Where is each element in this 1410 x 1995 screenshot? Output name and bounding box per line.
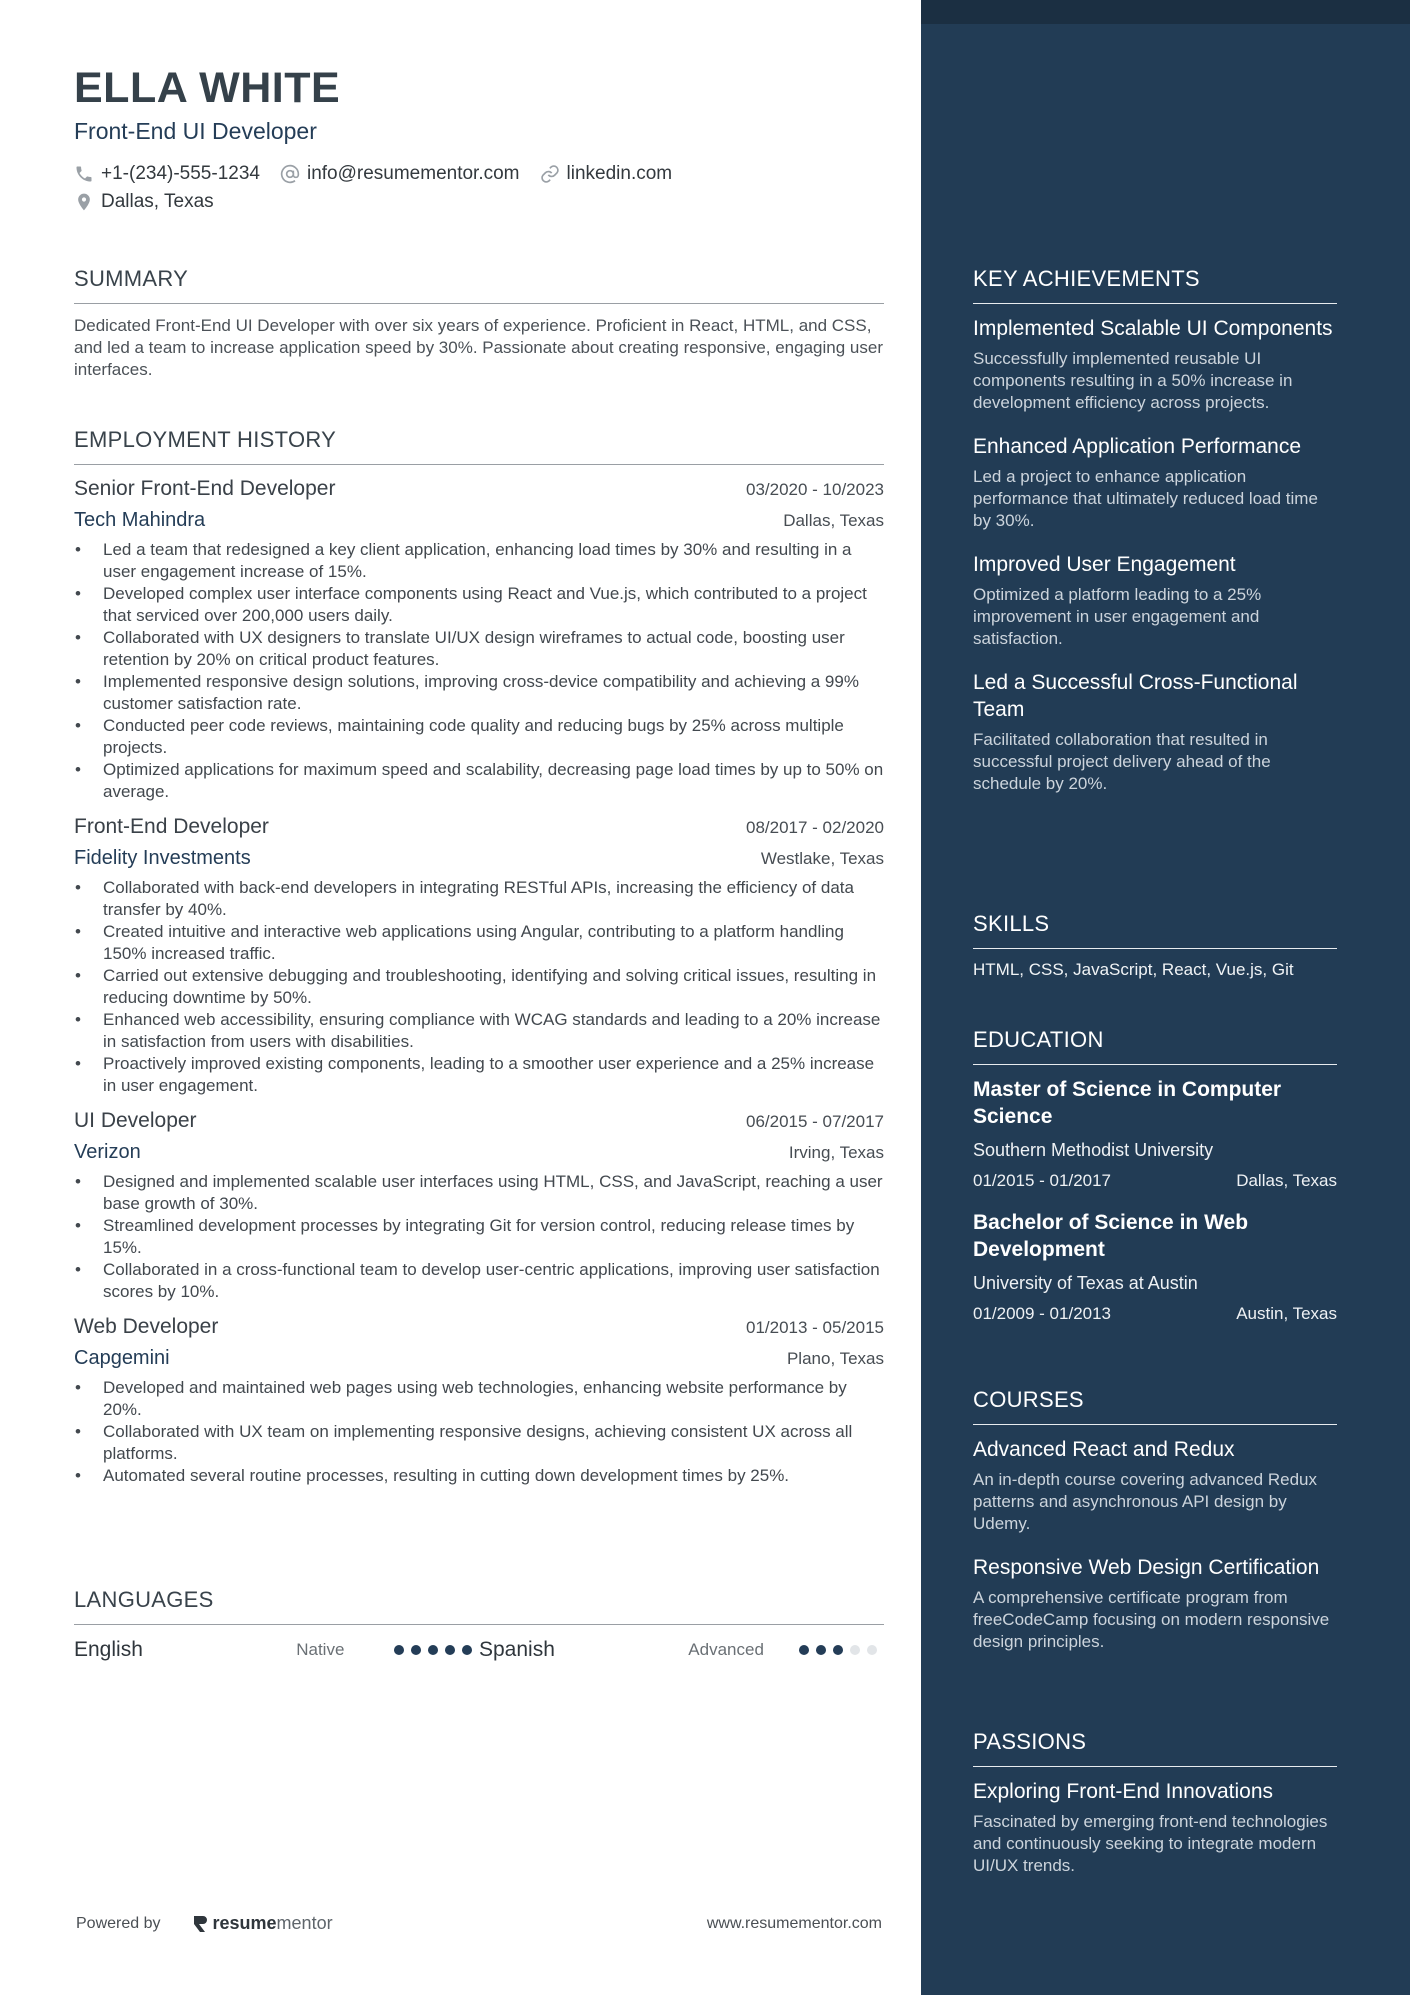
course-item [973, 1554, 1337, 1653]
education-school: Southern Methodist University [973, 1140, 1214, 1160]
job-bullet: • Optimized applications for maximum speed and scalability, decreasing page load times by up to 50% on average. [74, 759, 884, 803]
job-bullet: • Collaborated with back-end developers in integrating RESTful APIs, increasing the efficiency of data transfer by 40%. [74, 877, 884, 921]
brand-mark-icon [191, 1914, 209, 1934]
job-bullets [74, 1171, 884, 1303]
achievement-item [973, 315, 1337, 414]
rating-dot-filled [428, 1645, 438, 1655]
language-item [479, 1638, 884, 1662]
rating-dot-filled [394, 1645, 404, 1655]
language-level: Native [296, 1640, 345, 1659]
brand-logo[interactable] [191, 1913, 333, 1934]
courses-divider [973, 1424, 1337, 1425]
job-bullet: • Collaborated with UX designers to translate UI/UX design wireframes to actual code, boosting user retention by 20% on critical product features. [74, 627, 884, 671]
education-degree: Bachelor of Science in Web Development [973, 1211, 1249, 1261]
job-bullet: • Proactively improved existing components, leading to a smoother user experience and a 25% increase in user engagement. [74, 1053, 884, 1097]
contact-linkedin[interactable] [540, 163, 673, 185]
language-item [74, 1638, 479, 1662]
education-item [973, 1209, 1337, 1324]
employment-section [74, 427, 884, 1487]
course-desc: A comprehensive certificate program from freeCodeCamp focusing on modern responsive design principles. [973, 1588, 1330, 1651]
job-bullet: • Developed and maintained web pages using web technologies, enhancing website performance by 20%. [74, 1377, 884, 1421]
passions-title: PASSIONS [973, 1729, 1087, 1754]
job-bullet: • Implemented responsive design solutions, improving cross-device compatibility and achieving a 99% customer satisfaction rate. [74, 671, 884, 715]
sidebar-top-bar [921, 0, 1410, 24]
achievements-section [973, 266, 1337, 795]
job-entry [74, 1109, 884, 1303]
education-dates: 01/2009 - 01/2013 [973, 1304, 1112, 1323]
achievement-title: Enhanced Application Performance [973, 435, 1302, 458]
course-item [973, 1436, 1337, 1535]
job-bullets [74, 539, 884, 803]
job-title: Front-End Developer [74, 815, 269, 838]
job-bullet: • Automated several routine processes, resulting in cutting down development times by 25%. [74, 1465, 884, 1487]
candidate-name: ELLA WHITE [74, 64, 341, 112]
job-bullet: • Enhanced web accessibility, ensuring compliance with WCAG standards and leading to a 20% increase in satisfaction from users with disabilities. [74, 1009, 884, 1053]
job-bullet: • Collaborated in a cross-functional team to develop user-centric applications, improving user satisfaction scores by 10%. [74, 1259, 884, 1303]
rating-dot-empty [850, 1645, 860, 1655]
language-name: Spanish [479, 1638, 555, 1661]
contact-info [74, 161, 884, 217]
education-item [973, 1076, 1337, 1191]
education-dates: 01/2015 - 01/2017 [973, 1171, 1112, 1190]
skills-list: HTML, CSS, JavaScript, React, Vue.js, Git [973, 960, 1294, 979]
job-company: Fidelity Investments [74, 847, 251, 869]
achievements-title: KEY ACHIEVEMENTS [973, 266, 1200, 291]
language-rating [799, 1645, 884, 1655]
language-rating [394, 1645, 479, 1655]
linkedin-text: linkedin.com [566, 163, 673, 184]
skills-section [973, 911, 1337, 980]
employment-divider [74, 464, 884, 465]
rating-dot-empty [867, 1645, 877, 1655]
course-desc: An in-depth course covering advanced Redux patterns and asynchronous API design by Udemy. [973, 1470, 1317, 1533]
job-location: Plano, Texas [786, 1349, 884, 1368]
job-location: Westlake, Texas [760, 849, 884, 868]
education-title: EDUCATION [973, 1027, 1104, 1052]
brand-name-light: mentor [276, 1913, 333, 1933]
footer-website-link[interactable]: www.resumementor.com [706, 1914, 882, 1932]
education-location: Austin, Texas [1236, 1304, 1337, 1323]
achievement-item [973, 551, 1337, 650]
courses-section [973, 1387, 1337, 1653]
main-column [74, 0, 884, 1995]
rating-dot-filled [816, 1645, 826, 1655]
phone-text: +1-(234)-555-1234 [101, 163, 260, 184]
sidebar [921, 0, 1410, 1995]
rating-dot-filled [462, 1645, 472, 1655]
achievement-desc: Successfully implemented reusable UI components resulting in a 50% increase in development efficiency across projects. [973, 349, 1293, 412]
job-bullet: • Developed complex user interface components using React and Vue.js, which contributed to a project that serviced over 200,000 users daily. [74, 583, 884, 627]
link-icon [540, 164, 560, 184]
achievement-item [973, 433, 1337, 532]
rating-dot-filled [411, 1645, 421, 1655]
job-company: Tech Mahindra [74, 509, 206, 531]
job-bullet: • Carried out extensive debugging and troubleshooting, identifying and solving critical issues, resulting in reducing downtime by 50%. [74, 965, 884, 1009]
email-text: info@resumementor.com [306, 163, 520, 184]
job-bullet: • Designed and implemented scalable user interfaces using HTML, CSS, and JavaScript, reaching a user base growth of 30%. [74, 1171, 884, 1215]
footer [76, 1913, 886, 1934]
language-level: Advanced [688, 1640, 764, 1659]
passion-desc: Fascinated by emerging front-end technologies and continuously seeking to integrate modern UI/UX trends. [973, 1812, 1328, 1875]
course-title: Responsive Web Design Certification [973, 1556, 1320, 1579]
job-bullet: • Led a team that redesigned a key client application, enhancing load times by 30% and resulting in a user engagement increase of 15%. [74, 539, 884, 583]
job-bullet: • Conducted peer code reviews, maintaining code quality and reducing bugs by 25% across multiple projects. [74, 715, 884, 759]
job-dates: 03/2020 - 10/2023 [745, 480, 884, 499]
job-bullet: • Streamlined development processes by integrating Git for version control, reducing release times by 15%. [74, 1215, 884, 1259]
job-entry [74, 815, 884, 1097]
employment-title: EMPLOYMENT HISTORY [74, 427, 337, 452]
achievement-desc: Led a project to enhance application performance that ultimately reduced load time by 30%. [973, 467, 1318, 530]
job-bullet: • Collaborated with UX team on implementing responsive designs, achieving consistent UX across all platforms. [74, 1421, 884, 1465]
phone-icon [74, 164, 94, 184]
rating-dot-filled [799, 1645, 809, 1655]
job-dates: 01/2013 - 05/2015 [745, 1318, 884, 1337]
location-text: Dallas, Texas [101, 191, 214, 212]
education-section [973, 1027, 1337, 1324]
job-bullets [74, 877, 884, 1097]
education-location: Dallas, Texas [1236, 1171, 1337, 1190]
languages-title: LANGUAGES [74, 1587, 214, 1612]
courses-title: COURSES [973, 1387, 1084, 1412]
achievement-item [973, 669, 1337, 795]
brand-name-bold: resume [212, 1913, 277, 1933]
contact-email[interactable] [280, 163, 520, 185]
achievement-desc: Facilitated collaboration that resulted in successful project delivery ahead of the schedule by 20%. [973, 730, 1271, 793]
achievement-desc: Optimized a platform leading to a 25% improvement in user engagement and satisfaction. [973, 585, 1262, 648]
rating-dot-filled [445, 1645, 455, 1655]
candidate-role: Front-End UI Developer [74, 118, 317, 144]
at-sign-icon [280, 164, 300, 184]
passions-divider [973, 1766, 1337, 1767]
language-name: English [74, 1638, 143, 1661]
passions-section [973, 1729, 1337, 1877]
job-dates: 08/2017 - 02/2020 [745, 818, 884, 837]
job-title: UI Developer [74, 1109, 197, 1132]
summary-section [74, 266, 884, 381]
job-location: Irving, Texas [788, 1143, 884, 1162]
job-location: Dallas, Texas [783, 511, 884, 530]
education-divider [973, 1064, 1337, 1065]
education-school: University of Texas at Austin [973, 1273, 1198, 1293]
education-degree: Master of Science in Computer Science [973, 1078, 1282, 1128]
job-bullets [74, 1377, 884, 1487]
skills-divider [973, 948, 1337, 949]
job-title: Web Developer [74, 1315, 219, 1338]
achievements-divider [973, 303, 1337, 304]
job-entry [74, 1315, 884, 1487]
job-title: Senior Front-End Developer [74, 477, 336, 500]
contact-phone[interactable] [74, 163, 260, 185]
passion-title: Exploring Front-End Innovations [973, 1780, 1273, 1803]
contact-location [74, 191, 214, 213]
summary-title: SUMMARY [74, 266, 189, 291]
languages-section [74, 1587, 884, 1675]
achievement-title: Implemented Scalable UI Components [973, 317, 1333, 340]
achievement-title: Led a Successful Cross-Functional Team [973, 671, 1298, 721]
map-pin-icon [74, 192, 94, 212]
achievement-title: Improved User Engagement [973, 553, 1236, 576]
job-entry [74, 477, 884, 803]
summary-text: Dedicated Front-End UI Developer with over six years of experience. Proficient in React, HTML, and CSS, and led a team to increase application speed by 30%. Passionate about creating responsive, engaging user interfaces. [74, 316, 883, 379]
passion-item [973, 1778, 1337, 1877]
job-company: Verizon [74, 1141, 141, 1163]
rating-dot-filled [833, 1645, 843, 1655]
summary-divider [74, 303, 884, 304]
course-title: Advanced React and Redux [973, 1438, 1235, 1461]
skills-title: SKILLS [973, 911, 1050, 936]
powered-by-text: Powered by [76, 1914, 161, 1932]
job-company: Capgemini [74, 1347, 170, 1369]
job-dates: 06/2015 - 07/2017 [745, 1112, 884, 1131]
job-bullet: • Created intuitive and interactive web applications using Angular, contributing to a platform handling 150% increased traffic. [74, 921, 884, 965]
